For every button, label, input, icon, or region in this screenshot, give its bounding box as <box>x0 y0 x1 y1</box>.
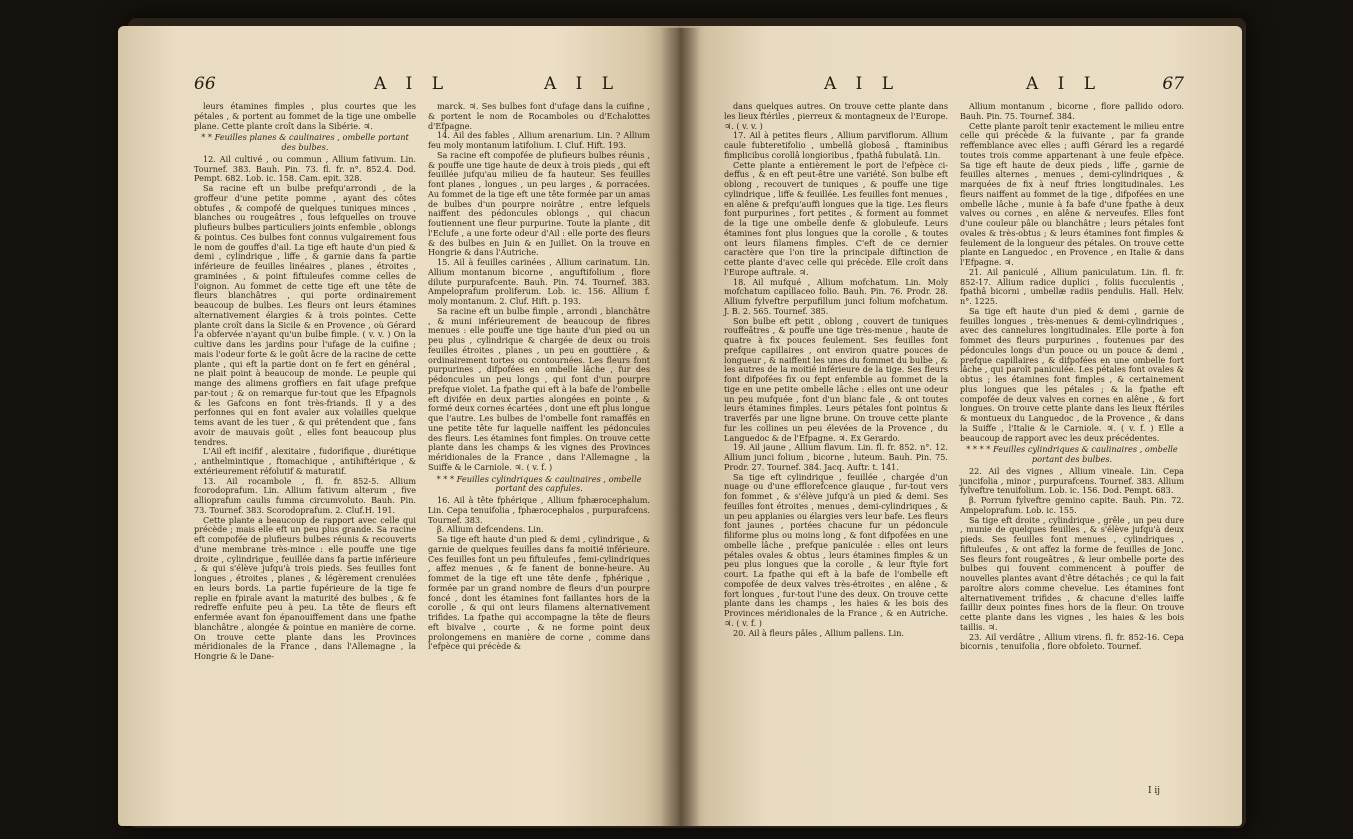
paragraph: Cette plante paroît tenir exactement le milieu entre celle qui précède & la fuivante , par fa grande reffemblance avec elles ; auffi Gérard les a regardé toutes trois comme appartenant à une feule efpèce. Sa tige eft haute de deux pieds , liffe , garnie de feuilles alternes , menues , demi-cylindriques , & marquées de fix à neuf ftries longitudinales. Les fleurs naiffent au fommet de la tige , difpofées en une ombelle lâche , munie à fa bafe d'une fpathe à deux valves ou cornes , en alêne & nerveufes. Elles font d'une couleur pâle ou blanchâtre ; leurs pétales font ovales & très-obtus ; & leurs étamines font fimples & feulement de la longueur des pétales. On trouve cette plante en Languedoc , en Provence , en Italie & dans l'Efpagne. ♃. <box>960 120 1184 267</box>
left-running-title: A I L <box>374 74 451 94</box>
section-heading: * * * * Feuilles cylindriques & caulinaires , ombelle portant des bulbes. <box>966 444 1178 464</box>
left-column-2 <box>428 102 650 662</box>
paragraph: Sa racine eft un bulbe prefqu'arrondi , de la groffeur d'une petite pomme , ayant des côtes obtufes , & compofé de quelques tuniques minces , blanches ou rougeâtres , fous lefquelles on trouve plufieurs bulbes particuliers joints enfemble , oblongs & pointus. Ces bulbes font connus vulgairement fous le nom de gouffes d'ail. La tige eft haute d'un pied & demi , cylindrique , liffe , & garnie dans fa partie inférieure de feuilles linéaires , planes , étroites , graminées , & point fiftuleufes comme celles de l'oignon. Au fommet de cette tige eft une tête de fleurs blanchâtres , qui porte ordinairement beaucoup de bulbes. Les fleurs ont leurs étamines alternativement élargies & à trois pointes. Cette plante croît dans la Sicile & en Provence , où Gérard l'a obfervée n'ayant qu'un bulbe fimple. ( v. v. ) On la cultive dans les jardins pour l'ufage de la cuifine ; mais l'odeur forte & le goût âcre de la racine de cette plante , qui eft la partie dont on fe fert en général , ne plait point à beaucoup de monde. Le peuple qui mange des alimens groffiers en fait ufage prefque par-tout ; & on remarque fur-tout que les Efpagnols & les Gafcons en font très-friands. Il y a des perfonnes qui en font avaler aux volailles quelque tems avant de les tuer , & qui prétendent que , fans avoir de mauvais goût , elles font beaucoup plus tendres. <box>194 183 416 447</box>
paragraph: Son bulbe eft petit , oblong , couvert de tuniques rouffeâtres , & pouffe une tige très-menue , haute de quatre à fix pouces feulement. Ses feuilles font prefque capillaires , ont environ quatre pouces de longueur , & naiffent les unes du fommet du bulbe , & les autres de la moitié inférieure de la tige. Ses fleurs font difpofées fix ou fept enfemble au fommet de la tige en une petite ombelle lâche : elles ont une odeur un peu mufquée , font d'un blanc fale , & ont toutes leurs étamines fimples. Leurs pétales font pointus & traverfés par une ligne brune. On trouve cette plante fur les collines un peu élevées de la Provence , du Languedoc & de l'Efpagne. ♃. Ex Gerardo. <box>724 315 948 443</box>
paragraph: β. Allium defcendens. Lin. <box>437 524 544 535</box>
paragraph: L'Ail eft incifif , alexitaire , fudorifique , diurétique , anthelmintique , ftomachique , antihiftérique , & extérieurement réfolutif & maturatif. <box>194 446 416 476</box>
left-page <box>118 26 678 826</box>
paragraph: 17. Ail à petites fleurs , Allium parviflorum. Allium caule fubteretifolio , umbellâ globosâ , ftaminibus fimplicibus corollâ longioribus , fpathâ fubulatâ. Lin. <box>724 130 948 160</box>
right-running-title-2: A I L <box>1026 74 1103 94</box>
paragraph: Allium montanum , bicorne , flore pallido odoro. Bauh. Pin. 75. Tournef. 384. <box>960 101 1184 121</box>
paragraph: Sa racine eft compofée de plufieurs bulbes réunis , & pouffe une tige haute de deux à trois pieds , qui eft feuillée jufqu'au milieu de fa hauteur. Ses feuilles font planes , longues , un peu larges , & porracées. Au fommet de la tige eft une tête formée par un amas de bulbes d'un pourpre noirâtre , entre lefquels naiffent des pédoncules oblongs , qui chacun foutiennent une fleur purpurine. Toute la plante , dit l'Eclufe , a une forte odeur d'Ail : elle porte des fleurs & des bulbes en Juin & en Juillet. On la trouve en Hongrie & dans l'Autriche. <box>428 149 650 258</box>
paragraph: 15. Ail à feuilles carinées , Allium carinatum. Lin. Allium montanum bicorne , anguftifolium , flore dilute purpurafcente. Bauh. Pin. 74. Tournef. 383. Ampeloprafum proliferum. Lob. ic. 156. Allium f. moly montanum. 2. Cluf. Hift. p. 193. <box>428 257 650 306</box>
catchword: I ij <box>1148 786 1161 796</box>
left-running-head <box>194 74 650 96</box>
section-heading: * * * Feuilles cylindriques & caulinaires , ombelle portant des capfules. <box>436 473 642 494</box>
paragraph: β. Porrum fylveftre gemino capite. Bauh. Pin. 72. Ampeloprafum. Lob. ic. 155. <box>960 495 1184 515</box>
paragraph: Sa tige eft haute d'un pied & demi , cylindrique , & garnie de quelques feuilles dans fa moitié inférieure. Ces feuilles font un peu fiftuleufes , femi-cylindriques , affez menues , & fe fanent de bonne-heure. Au fommet de la tige eft une tête denfe , fphérique , formée par un grand nombre de fleurs d'un pourpre foncé , dont les étamines font faillantes hors de la corolle , & qui ont leurs filamens alternativement trifides. La fpathe qui accompagne la tête de fleurs eft bivalve , courte , & ne forme point deux prolongemens en manière de corne , comme dans l'efpèce qui précède & <box>428 534 650 652</box>
paragraph: 13. Ail rocambole , fl. fr. 852-5. Allium fcorodoprafum. Lin. Allium fativum alterum , five allioprafum caulis fumma circumvoluto. Bauh. Pin. 73. Tournef. 383. Scorodoprafum. 2. Cluf.H. 191. <box>194 475 416 515</box>
left-page-number: 66 <box>194 74 216 94</box>
right-page <box>678 26 1242 826</box>
right-running-head <box>724 74 1184 96</box>
left-running-title-2: A I L <box>544 74 621 94</box>
paragraph: 23. Ail verdâtre , Allium virens. fl. fr. 852-16. Cepa bicornis , tenuifolia , flore obfoleto. Tournef. <box>960 631 1184 652</box>
paragraph: 14. Ail des fables , Allium arenarium. Lin. ? Allium feu moly montanum latifolium. I. Cluf. Hift. 193. <box>428 130 650 150</box>
paragraph: 21. Ail paniculé , Allium paniculatum. Lin. fl. fr. 852-17. Allium radice duplici , foliis fucculentis , fpathâ bicorni , umbellæ radiis pendulis. Hall. Helv. n°. 1225. <box>960 266 1184 306</box>
paragraph: 12. Ail cultivé , ou commun , Allium fativum. Lin. Tournef. 383. Bauh. Pin. 73. fl. fr. n°. 852.4. Dod. Pempt. 682. Lob. ic. 158. Cam. epit. 328. <box>194 153 416 184</box>
paragraph: Sa racine eft un bulbe fimple , arrondi , blanchâtre , & muni inférieurement de beaucoup de fibres menues : elle pouffe une tige haute d'un pied ou un peu plus , cylindrique & chargée de deux ou trois feuilles étroites , planes , un peu en gouttière , & ordinairement tortes ou contournées. Les fleurs font purpurines , difpofées en ombelle lâche , fur des pédoncules un peu longs , qui font d'un pourpre prefque violet. La fpathe qui eft à la bafe de l'ombelle eft divifée en deux parties alongées en pointe , & formé deux cornes écartées , dont une eft plus longue que l'autre. Les bulbes de l'ombelle font ramaffés en une petite tête fur laquelle naiffent les pédoncules des fleurs. Les étamines font fimples. On trouve cette plante dans les champs & les vignes des Provinces méridionales de la France , dans l'Allemagne , la Suiffe & le Carniole. ♃. ( v. f. ) <box>428 305 650 472</box>
right-running-title: A I L <box>824 74 901 94</box>
paragraph: dans quelques autres. On trouve cette plante dans les lieux ftériles , pierreux & montagneux de l'Europe. ♃. ( v. v. ) <box>724 101 948 131</box>
paragraph: 18. Ail mufqué , Allium mofchatum. Lin. Moly mofchatum capillaceo folio. Bauh. Pin. 76. Prodr. 28. Allium fylveftre perpufillum junci folium mofchatum. J. B. 2. 565. Tournef. 385. <box>724 276 948 316</box>
paragraph: leurs étamines fimples , plus courtes que les pétales , & portent au fommet de la tige une ombelle plane. Cette plante croît dans la Sibérie. ♃. <box>194 101 416 131</box>
right-column-2 <box>960 102 1184 652</box>
paragraph: 20. Ail à fleurs pâles , Allium pallens. Lin. <box>733 627 904 638</box>
paragraph: Sa tige eft cylindrique , feuillée , chargée d'un nuage ou d'une efflorefcence glauque , fur-tout vers fon fommet , & s'élève jufqu'à un pied & demi. Ses feuilles font étroites , menues , demi-cylindriques , & un peu applanies ou élargies vers leur bafe. Les fleurs font jaunes , portées chacune fur un pédoncule filiforme plus ou moins long , & font difpofées en une ombelle lâche , prefque paniculée : elles ont leurs pétales ovales & obtus , leurs étamines fimples & un peu plus longues que la corolle , & leur ftyle fort court. La fpathe qui eft à la bafe de l'ombelle eft compofée de deux valves très-étroites , en alêne , & fort longues , fur-tout l'une des deux. On trouve cette plante dans les champs , les haies & les bois des Provinces méridionales de la France , & en Autriche. ♃. ( v. f. ) <box>724 471 948 628</box>
right-column-1 <box>724 102 948 652</box>
left-text-columns <box>194 102 650 662</box>
paragraph: Cette plante a entièrement le port de l'efpèce ci-deffus , & en eft peut-être une variété. Son bulbe eft oblong , recouvert de tuniques , & pouffe une tige cylindrique , liffe & feuillée. Les feuilles font menues , en alêne & prefqu'auffi longues que la tige. Les fleurs font purpurines , fort petites , & forment au fommet de la tige une ombelle denfe & globuleufe. Leurs étamines font plus longues que la corolle , & toutes ont leurs filamens fimples. C'eft de ce dernier caractère que l'on tire la principale diftinction de cette plante d'avec celle qui précède. Elle croît dans l'Europe auftrale. ♃. <box>724 159 948 277</box>
right-text-columns <box>724 102 1184 652</box>
paragraph: Cette plante a beaucoup de rapport avec celle qui précède ; mais elle eft un peu plus grande. Sa racine eft compofée de plufieurs bulbes réunis & recouverts d'une membrane très-mince : elle pouffe une tige droite , cylindrique , feuillée dans fa partie inférieure , & qui s'élève jufqu'à trois pieds. Ses feuilles font longues , étroites , planes , & légèrement crenulées en leurs bords. La partie fupérieure de la tige fe replie en fpirale avant la maturité des bulbes , & fe redreffe enfuite peu à peu. La tête de fleurs eft enfermée avant fon épanouiffement dans une fpathe blanchâtre , alongée & pointue en manière de corne. On trouve cette plante dans les Provinces méridionales de la France , dans l'Allemagne , la Hongrie & le Dane- <box>194 514 416 661</box>
paragraph: Sa tige eft droite , cylindrique , grêle , un peu dure , munie de quelques feuilles , & s'élève jufqu'à deux pieds. Ses feuilles font menues , cylindriques , fiftuleufes , & ont affez la forme de feuilles de Jonc. Ses fleurs font rougeâtres , & leur ombelle porte des bulbes qui fouvent commencent à pouffer de nouvelles plantes avant d'être détachés ; ce qui la fait paroître alors comme chevelue. Les étamines font alternativement trifides , & chacune d'elles laiffe faillir deux pointes fines hors de la fleur. On trouve cette plante dans les vignes , les haies & les bois taillis. ♃. <box>960 514 1184 632</box>
right-page-number: 67 <box>1162 74 1184 94</box>
paragraph: 16. Ail à tête fphérique , Allium fphærocephalum. Lin. Cepa tenuifolia , fphærocephalos , purpurafcens. Tournef. 383. <box>428 495 650 525</box>
paragraph: marck. ♃. Ses bulbes font d'ufage dans la cuifine , & portent le nom de Rocamboles ou d'Echalottes d'Efpagne. <box>428 101 650 131</box>
paragraph: 22. Ail des vignes , Allium vineale. Lin. Cepa juncifolia , minor , purpurafcens. Tournef. 383. Allium fylveftre tenuifolium. Lob. ic. 156. Dod. Pempt. 683. <box>960 465 1184 496</box>
paragraph: 19. Ail jaune , Allium flavum. Lin. fl. fr. 852. n°. 12. Allium junci folium , bicorne , luteum. Bauh. Pin. 75. Prodr. 27. Tournef. 384. Jacq. Auftr. t. 141. <box>724 442 948 472</box>
left-column-1 <box>194 102 416 662</box>
section-heading: * * Feuilles planes & caulinaires , ombelle portant des bulbes. <box>201 132 409 152</box>
paragraph: Sa tige eft haute d'un pied & demi , garnie de feuilles longues , très-menues & demi-cylindriques , avec des cannelures longitudinales. Elle porte à fon fommet des fleurs purpurines , foutenues par des pédoncules longs d'un pouce ou un pouce & demi , prefque capillaires , & difpofées en une ombelle fort lâche , qui paroît paniculée. Les pétales font ovales & obtus ; les étamines font fimples , & certainement plus longues que les pétales ; & la fpathe eft compofée de deux valves en cornes en alêne , & fort longues. On trouve cette plante dans les lieux ftériles & montueux du Languedoc , de la Provence , & dans la Suiffe , l'Italie & le Carniole. ♃. ( v. f. ) Elle a beaucoup de rapport avec les deux précédentes. <box>960 305 1184 443</box>
